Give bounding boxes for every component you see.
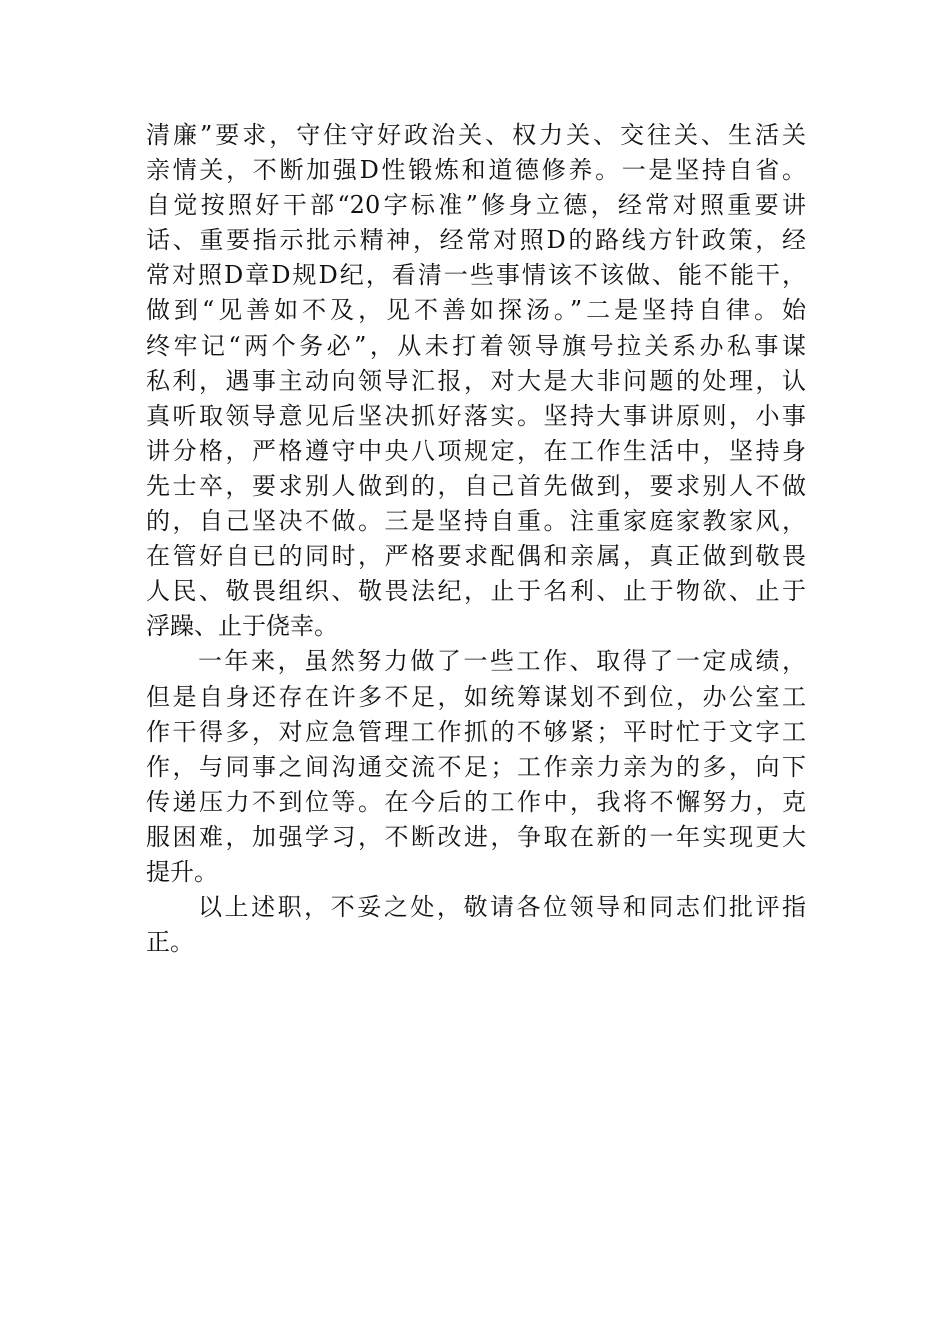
text-line: 提升。 xyxy=(146,857,218,886)
text-line: 传递压力不到位等。在今后的工作中，我将不懈努力，克 xyxy=(146,787,806,816)
text-line: 作干得多，对应急管理工作抓的不够紧；平时忙于文字工 xyxy=(146,717,806,746)
text-line: 终牢记“两个务必”，从未打着领导旗号拉关系办私事谋 xyxy=(146,331,806,360)
paragraph-self-discipline xyxy=(146,118,806,644)
text-line: 以上述职，不妥之处，敬请各位领导和同志们批评指 xyxy=(198,893,806,922)
text-line: 作，与同事之间沟通交流不足；工作亲力亲为的多，向下 xyxy=(146,752,806,781)
text-line: 先士卒，要求别人做到的，自己首先做到，要求别人不做 xyxy=(146,471,806,500)
text-line: 真听取领导意见后坚决抓好落实。坚持大事讲原则，小事 xyxy=(146,401,806,430)
text-line: 但是自身还存在许多不足，如统筹谋划不到位，办公室工 xyxy=(146,682,806,711)
text-line: 常对照D章D规D纪，看清一些事情该不该做、能不能干， xyxy=(146,261,806,290)
text-line: 一年来，虽然努力做了一些工作、取得了一定成绩， xyxy=(198,647,806,676)
text-line: 浮躁、止于侥幸。 xyxy=(146,612,338,641)
text-line: 亲情关，不断加强D性锻炼和道德修养。一是坚持自省。 xyxy=(146,156,806,185)
text-line: 在管好自已的同时，严格要求配偶和亲属，真正做到敬畏 xyxy=(146,542,806,571)
document-body xyxy=(146,118,806,960)
text-line: 自觉按照好干部“20字标准”修身立德，经常对照重要讲 xyxy=(146,191,806,220)
text-line: 服困难，加强学习，不断改进，争取在新的一年实现更大 xyxy=(146,822,806,851)
text-line: 正。 xyxy=(146,928,194,957)
text-line: 清廉”要求，守住守好政治关、权力关、交往关、生活关 xyxy=(146,121,806,149)
text-line: 话、重要指示批示精神，经常对照D的路线方针政策，经 xyxy=(146,226,806,255)
text-line: 人民、敬畏组织、敬畏法纪，止于名利、止于物欲、止于 xyxy=(146,577,806,606)
text-line: 的，自己坚决不做。三是坚持自重。注重家庭家教家风， xyxy=(146,507,806,536)
text-line: 私利，遇事主动向领导汇报，对大是大非问题的处理，认 xyxy=(146,366,806,395)
paragraph-closing xyxy=(146,890,806,960)
paragraph-shortcomings xyxy=(146,644,806,890)
text-line: 讲分格，严格遵守中央八项规定，在工作生活中，坚持身 xyxy=(146,436,806,465)
text-line: 做到“见善如不及，见不善如探汤。”二是坚持自律。始 xyxy=(146,296,806,325)
